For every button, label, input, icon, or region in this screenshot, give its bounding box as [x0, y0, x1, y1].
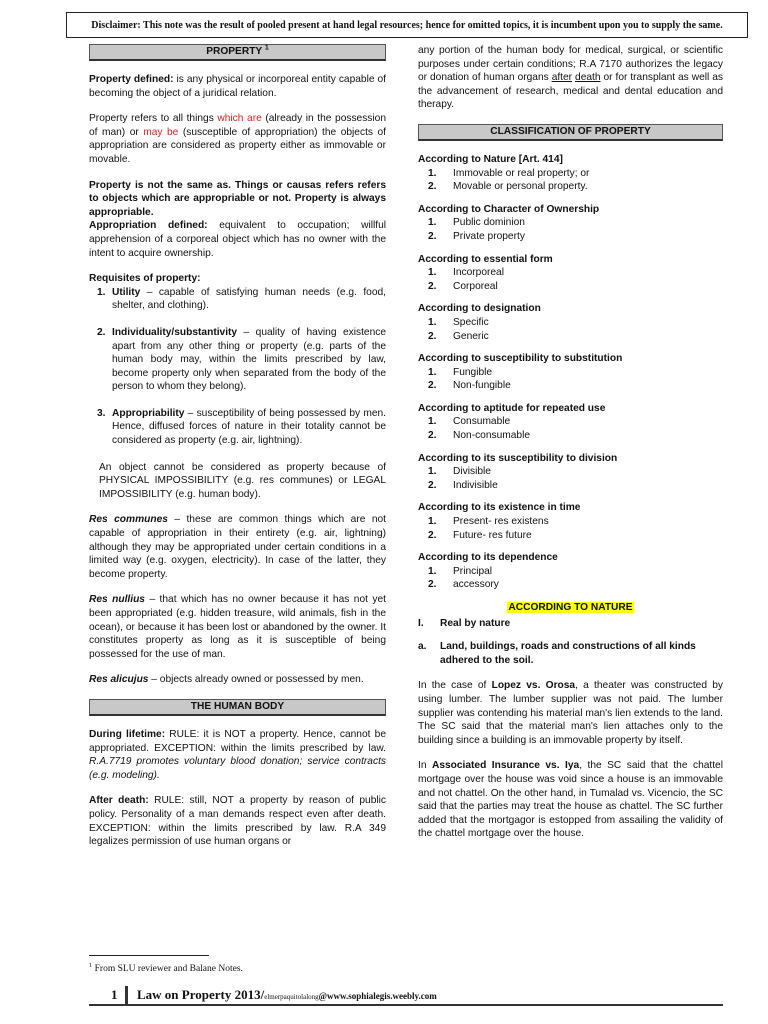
- class-items: [418, 266, 723, 293]
- list-item: 1. Specific: [428, 316, 489, 328]
- property-not-same: Property is not the same as. Things or causas refers refers to objects which are appropriable or not. Property is always appropriable.: [89, 179, 386, 218]
- res-alicujus: Res alicujus – objects already owned or possessed by men.: [89, 674, 364, 686]
- list-item: 2. Indivisible: [428, 479, 498, 491]
- list-item: 2. Private property: [428, 230, 525, 242]
- footer-divider: [125, 986, 128, 1006]
- list-item: 2. Generic: [428, 330, 489, 342]
- class-items: [418, 515, 723, 542]
- left-column: [89, 44, 386, 861]
- list-item: 1. Present- res existens: [428, 516, 549, 528]
- list-item: 2. Corporeal: [428, 280, 498, 292]
- footnote-ref[interactable]: 1: [264, 44, 269, 52]
- requisites-title: Requisites of property:: [89, 273, 201, 285]
- list-item: 2. Non-fungible: [428, 380, 511, 392]
- footnote-divider: [89, 955, 209, 956]
- class-title: According to designation: [418, 303, 541, 315]
- classification-heading: CLASSIFICATION OF PROPERTY: [418, 124, 723, 141]
- class-items: [418, 465, 723, 492]
- class-items: [418, 366, 723, 393]
- list-item: 1. Consumable: [428, 416, 511, 428]
- page-number: 1: [111, 987, 118, 1002]
- list-item: 2. accessory: [428, 579, 499, 591]
- human-body-heading: THE HUMAN BODY: [89, 699, 386, 716]
- according-to-nature-heading: ACCORDING TO NATURE: [508, 602, 633, 613]
- during-lifetime: During lifetime: RULE: it is NOT a property. Hence, cannot be appropriated. EXCEPTION: within the limits prescribed by law. R.A.7719 promotes voluntary blood donation; service contracts (e.g. modeling).: [89, 728, 386, 781]
- class-title: According to essential form: [418, 253, 553, 265]
- list-item: 2. Individuality/substantivity – quality of having existence apart from any other thing or property (e.g. parts of the human body may, within the limits prescribed by law, become property only when separated from the body of the person to whom they belong).: [97, 326, 386, 393]
- res-communes: Res communes – these are common things which are not capable of appropriation in their entirety (e.g. air, lightning) although they may be appropriated under certain conditions in a limited way (e.g. oxygen, electricity). In case of the latter, they become property.: [89, 514, 386, 580]
- property-refers: Property refers to all things which are (already in the possession of man) or may be (susceptible of appropriation) the objects of appropriation are considered as property either as immovable or movable.: [89, 113, 387, 165]
- right-column: [418, 44, 723, 853]
- res-nullius: Res nullius – that which has no owner because it has not yet been appropriated (e.g. hidden treasure, wild animals, fish in the ocean), or because it has been lost or abandoned by the owner. It constitutes property as long as it is susceptible of being possessed for the use of man.: [89, 594, 386, 660]
- class-items: [418, 565, 723, 592]
- class-items: [418, 316, 723, 343]
- list-item: 1. Utility – capable of satisfying human needs (e.g. food, shelter, and clothing).: [97, 286, 386, 312]
- class-title: According to Nature [Art. 414]: [418, 153, 563, 165]
- land-buildings: a. Land, buildings, roads and constructions of all kinds adhered to the soil.: [418, 641, 696, 666]
- associated-insurance-vs-iya: In Associated Insurance vs. Iya, the SC said that the chattel mortgage over the house was void since a house is an immovable and not chattel. On the other hand, in Tumalad vs. Vicencio, the SC said that the parties may treat the house as chattel. The SC further added that the mortgagor is estopped from assailing the validity of the chattel mortgage over the house.: [418, 760, 723, 840]
- list-item: 2. Future- res future: [428, 529, 532, 541]
- list-item: 1. Immovable or real property; or: [428, 167, 590, 179]
- class-title: According to aptitude for repeated use: [418, 402, 606, 414]
- human-body-continued: any portion of the human body for medical, surgical, or scientific purposes under certain conditions; R.A 7170 authorizes the legacy or donation of human organs after death or for transplant as well as the advancement of research, medical and dental education and therapy.: [418, 45, 723, 111]
- class-items: [418, 216, 723, 243]
- list-item: 1. Public dominion: [428, 217, 525, 229]
- list-item: 1. Principal: [428, 565, 493, 577]
- appropriation-definition: Appropriation defined: equivalent to occupation; willful apprehension of a corporeal object which has no owner with the intent to acquire ownership.: [89, 220, 386, 259]
- page-footer: [89, 986, 723, 1006]
- class-title: According to its susceptibility to division: [418, 452, 618, 464]
- disclaimer-box: Disclaimer: This note was the result of pooled present at hand legal resources; hence for omitted topics, it is incumbent upon you to supply the same.: [66, 12, 748, 38]
- requisites-list: [89, 286, 386, 448]
- lopez-vs-orosa: In the case of Lopez vs. Orosa, a theater was constructed by using lumber. The lumber supplier was not paid. The lumber supplier was contending his material man's lien extends to the land. The SC said that the material man's lien attaches only to the building since a building is an immovable property by itself.: [418, 680, 723, 746]
- footer-author: elmerpaquitolalong: [264, 993, 319, 1001]
- classification-list: [418, 153, 723, 592]
- list-item: 1. Divisible: [428, 466, 491, 478]
- class-title: According to its existence in time: [418, 502, 581, 514]
- after-death: After death: RULE: still, NOT a property by reason of public policy. Personality of a man demands respect even after death. EXCEPTION: within the limits prescribed by law. R.A 349 legalizes permission of use human organs or: [89, 795, 387, 848]
- class-title: According to its dependence: [418, 552, 558, 564]
- list-item: 1. Fungible: [428, 366, 493, 378]
- list-item: 2. Non-consumable: [428, 430, 531, 442]
- class-items: [418, 167, 723, 194]
- property-heading: PROPERTY $^1$: [89, 44, 386, 61]
- list-item: 3. Appropriability – susceptibility of being possessed by men. Hence, diffused forces of nature in their totality cannot be considered as property (e.g. air, lightning).: [97, 407, 386, 447]
- real-by-nature: I. Real by nature: [418, 617, 511, 629]
- class-items: [418, 415, 723, 442]
- class-title: According to Character of Ownership: [418, 203, 600, 215]
- class-title: According to susceptibility to substitution: [418, 353, 623, 365]
- object-impossibility: An object cannot be considered as property because of PHYSICAL IMPOSSIBILITY (e.g. res communes) or LEGAL IMPOSSIBILITY (e.g. human body).: [99, 461, 386, 500]
- property-definition: Property defined: is any physical or incorporeal entity capable of becoming the object of a juridical relation.: [89, 74, 386, 99]
- footer-title: Law on Property 2013/elmerpaquitolalong@www.sophialegis.weebly.com: [137, 987, 437, 1002]
- list-item: 2. Movable or personal property.: [428, 181, 588, 193]
- list-item: 1. Incorporeal: [428, 267, 504, 279]
- footer-website-link[interactable]: @www.sophialegis.weebly.com: [318, 991, 437, 1001]
- footnote: $^1$ From SLU reviewer and Balane Notes.: [89, 962, 243, 975]
